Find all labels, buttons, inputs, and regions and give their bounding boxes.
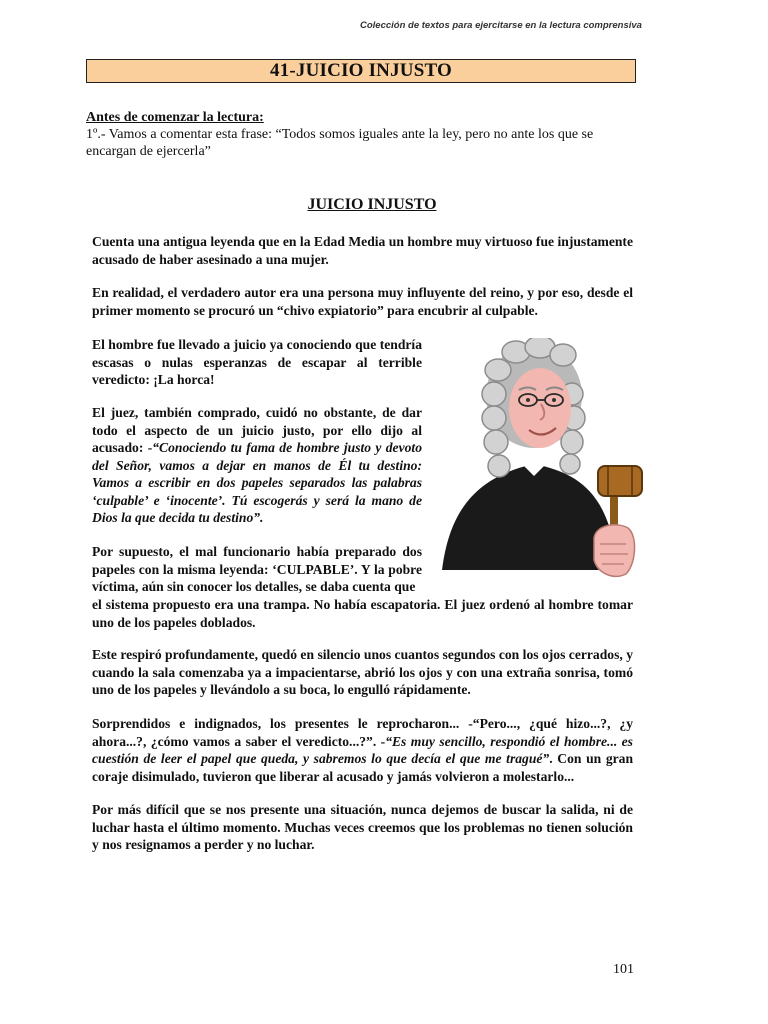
paragraph-1: Cuenta una antigua leyenda que en la Edad Media un hombre muy virtuoso fue injustamente acusado de haber asesinado a una mujer.: [92, 234, 633, 267]
paragraph-5-wrapped: Por supuesto, el mal funcionario había preparado dos papeles con la misma leyenda: ‘CULPABLE’. Y la pobre víctima, aún sin conocer los detalles, se daba cuenta que: [92, 544, 422, 594]
paragraph-4-quote: “Conociendo tu fama de hombre justo y devoto del Señor, vamos a dejar en manos de Él tu destino: Vamos a escribir en dos papeles separados las palabras ‘culpable’ e ‘inocente’. Tú escogerás y será la mano de Dios la que decida tu destino”.: [92, 440, 422, 525]
paragraph-7-lead: Sorprendidos e indignados, los presentes le reprocharon... -“Pero..., ¿qué hizo...?, ¿y ahora...?, ¿cómo vamos a saber el veredicto...?”. -: [92, 716, 633, 749]
paragraph-7: [92, 715, 633, 785]
story-title: JUICIO INJUSTO: [307, 196, 437, 213]
paragraph-3: El hombre fue llevado a juicio ya conociendo que tendría escasas o nulas esperanzas de escapar al terrible veredicto: ¡La horca!: [92, 337, 422, 387]
paragraph-2: En realidad, el verdadero autor era una persona muy influyente del reino, y por eso, desde el primer momento se procuró un “chivo expiatorio” para encubrir al culpable.: [92, 285, 633, 318]
paragraph-5-continued: el sistema propuesto era una trampa. No había escapatoria. El juez ordenó al hombre tomar uno de los papeles doblados.: [92, 597, 633, 630]
paragraph-4-lead: El juez, también comprado, cuidó no obstante, de dar todo el aspecto de un juicio justo, por ello dijo al acusado: -: [92, 405, 422, 455]
pre-reading-label: Antes de comenzar la lectura:: [86, 110, 264, 125]
paragraph-8: Por más difícil que se nos presente una situación, nunca dejemos de buscar la salida, ni de luchar hasta el último momento. Muchas veces creemos que los problemas no tienen solución y nos resignamos a perder y no luchar.: [92, 802, 633, 852]
running-header: Colección de textos para ejercitarse en la lectura comprensiva: [360, 20, 642, 31]
paragraph-6: Este respiró profundamente, quedó en silencio unos cuantos segundos con los ojos cerrados, y cuando la sala comenzaba ya a impacientarse, abrió los ojos y con una extraña sonrisa, tomó uno de los papeles y llevándolo a su boca, lo engulló rápidamente.: [92, 647, 633, 697]
paragraph-7-tail: . Con un gran coraje disimulado, tuvieron que liberar al acusado y jamás volvieron a molestarlo...: [92, 751, 634, 784]
chapter-title: 41-JUICIO INJUSTO: [86, 59, 636, 83]
paragraph-4: [92, 404, 422, 527]
pre-reading-text: 1º.- Vamos a comentar esta frase: “Todos somos iguales ante la ley, pero no ante los que se encargan de ejercerla”: [86, 127, 594, 159]
paragraph-7-quote: “Es muy sencillo, respondió el hombre... es cuestión de leer el papel que queda, y sabremos lo que decía el que me tragué”: [92, 733, 633, 766]
pre-reading-section: [86, 109, 646, 160]
judge-with-gavel-icon: [432, 338, 646, 583]
page-number: 101: [613, 962, 634, 977]
